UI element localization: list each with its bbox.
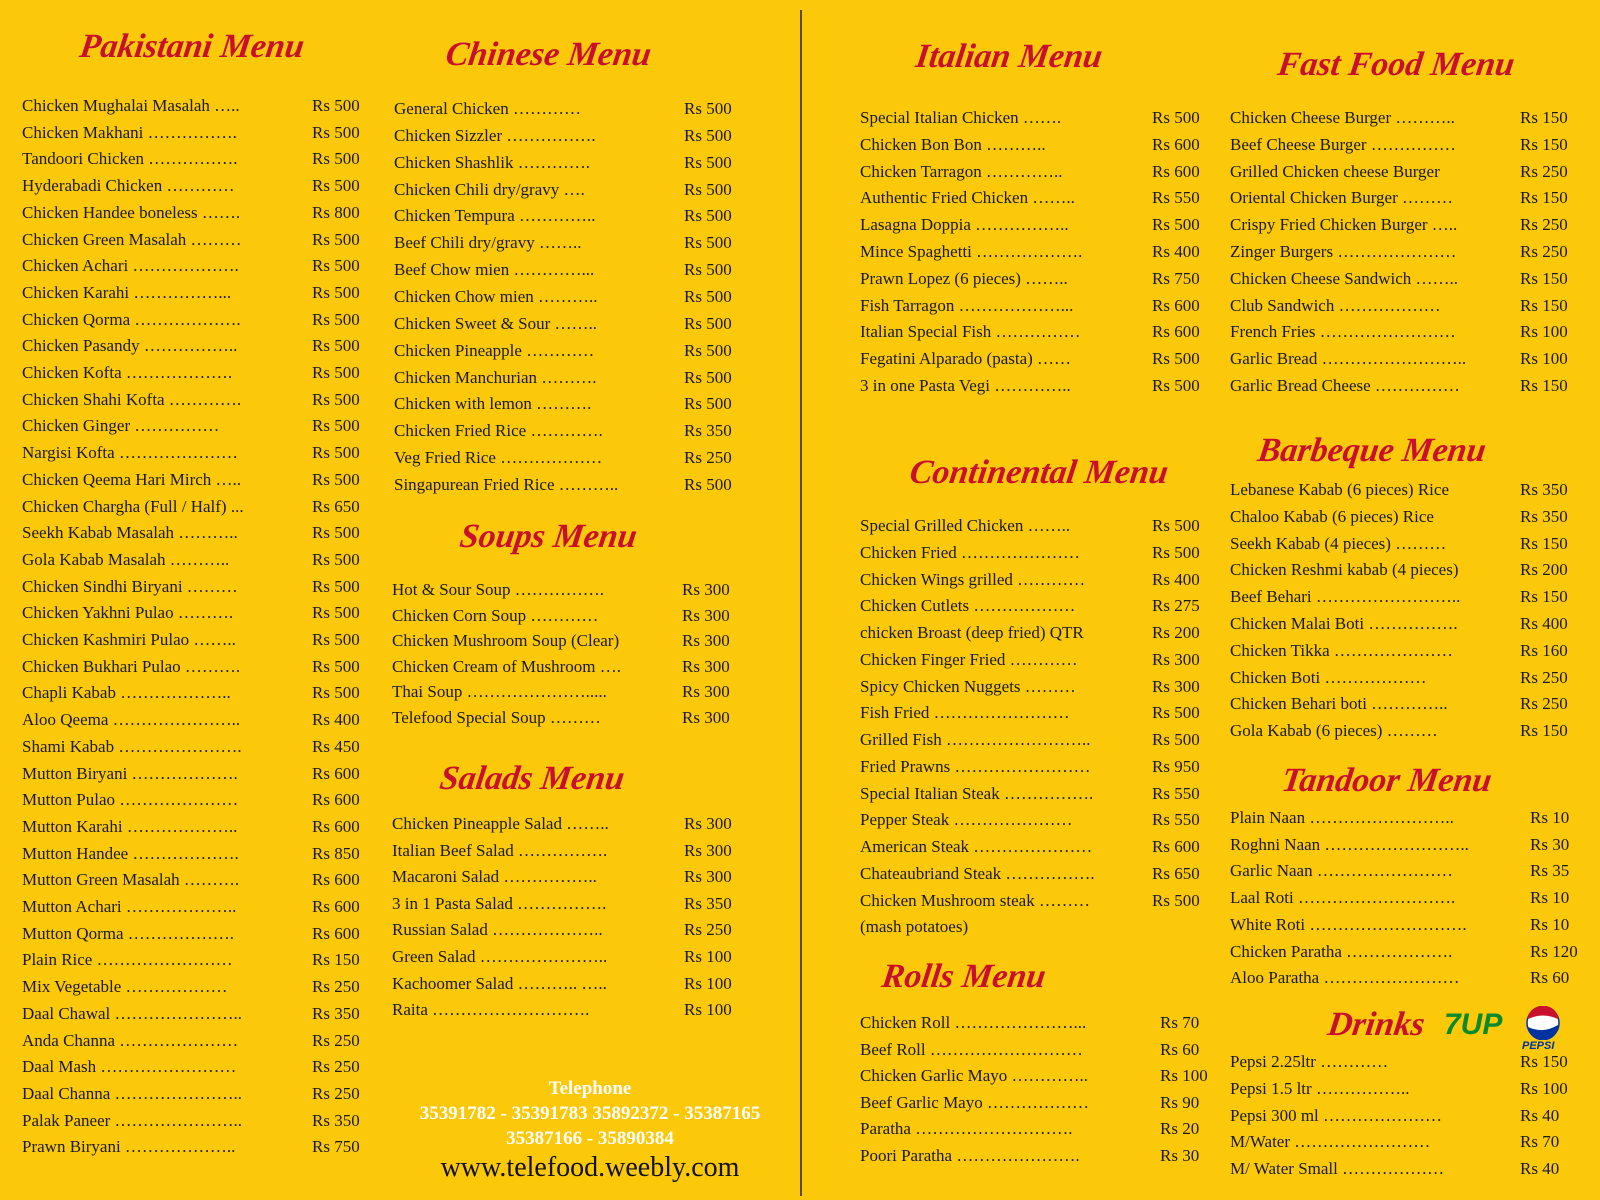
phone-line-1: 35391782 - 35391783 35892372 - 35387165 xyxy=(419,1103,761,1124)
menu-item-price: Rs 500 xyxy=(684,287,732,306)
menu-item-price: Rs 600 xyxy=(1152,322,1200,341)
menu-item-price: Rs 800 xyxy=(312,203,360,222)
menu-item-price: Rs 350 xyxy=(312,1111,360,1130)
menu-item-price: Rs 500 xyxy=(1152,891,1200,910)
menu-item-price: Rs 500 xyxy=(1152,376,1200,395)
pepsi-logo-text: PEPSI xyxy=(1522,1040,1555,1052)
menu-item-name: Roghni Naan …………………….. xyxy=(1230,835,1469,854)
menu-item-price: Rs 600 xyxy=(312,924,360,943)
menu-item-name: Chicken Behari boti ………….. xyxy=(1230,694,1448,713)
menu-item-name: Grilled Chicken cheese Burger xyxy=(1230,162,1440,181)
menu-item-price: Rs 500 xyxy=(684,206,732,225)
menu-item-price: Rs 500 xyxy=(312,443,360,462)
menu-item-price: Rs 250 xyxy=(1520,694,1568,713)
menu-item-price: Rs 400 xyxy=(1152,242,1200,261)
menu-item-price: Rs 400 xyxy=(312,710,360,729)
menu-item-name: Beef Roll ……………………… xyxy=(860,1040,1083,1059)
menu-item-price: Rs 100 xyxy=(1520,1079,1568,1098)
menu-item-price: Rs 500 xyxy=(312,577,360,596)
menu-item-price: Rs 350 xyxy=(684,421,732,440)
menu-item-name: American Steak ………………… xyxy=(860,837,1093,856)
menu-item-name: Prawn Biryani ……………….. xyxy=(22,1137,236,1156)
menu-item-name: Chicken Qorma ………………. xyxy=(22,310,241,329)
menu-item-price: Rs 250 xyxy=(684,920,732,939)
section-title: Drinks xyxy=(1325,1006,1428,1043)
menu-item-price: Rs 250 xyxy=(312,1084,360,1103)
section-title: Continental Menu xyxy=(907,454,1171,491)
menu-item-name: Garlic Bread …………………….. xyxy=(1230,349,1467,368)
menu-item-name: Chicken Garlic Mayo ………….. xyxy=(860,1066,1089,1085)
menu-item-name: Chicken Chow mien ……….. xyxy=(394,287,598,306)
menu-item-name: Green Salad ………………….. xyxy=(392,947,608,966)
menu-item-price: Rs 30 xyxy=(1530,835,1570,854)
menu-item-name: Chicken Shahi Kofta …………. xyxy=(22,390,242,409)
menu-item-name: Chicken Finger Fried ………… xyxy=(860,650,1078,669)
menu-item-price: Rs 500 xyxy=(684,153,732,172)
section-title: Salads Menu xyxy=(437,760,627,797)
menu-item-price: Rs 300 xyxy=(682,708,730,727)
menu-item-name: Garlic Bread Cheese …………… xyxy=(1230,376,1460,395)
menu-item-price: Rs 450 xyxy=(312,737,360,756)
menu-item-name: Chicken Wings grilled ………… xyxy=(860,570,1086,589)
menu-item-price: Rs 400 xyxy=(1152,570,1200,589)
menu-item-price: Rs 650 xyxy=(1152,864,1200,883)
menu-item-price: Rs 150 xyxy=(1520,188,1568,207)
menu-item-price: Rs 100 xyxy=(684,974,732,993)
menu-item-price: Rs 500 xyxy=(312,283,360,302)
menu-item-name: Laal Roti ………………………. xyxy=(1230,888,1456,907)
menu-item-name: Special Grilled Chicken …….. xyxy=(860,516,1071,535)
menu-item-name: Seekh Kabab (4 pieces) ……… xyxy=(1230,534,1447,553)
menu-item-name: 3 in one Pasta Vegi ………….. xyxy=(860,376,1071,395)
menu-item-price: Rs 70 xyxy=(1160,1013,1200,1032)
section-title: Barbeque Menu xyxy=(1255,432,1489,469)
menu-item-name: Chicken Fried ………………… xyxy=(860,543,1081,562)
menu-item-price: Rs 500 xyxy=(312,550,360,569)
menu-item-name: Chicken Mushroom Soup (Clear) xyxy=(392,631,620,650)
menu-item-name: Russian Salad ……………….. xyxy=(392,920,603,939)
menu-item-price: Rs 600 xyxy=(312,790,360,809)
menu-item-name: Beef Chow mien …………... xyxy=(394,260,595,279)
menu-item-price: Rs 10 xyxy=(1530,808,1570,827)
menu-item-price: Rs 500 xyxy=(1152,215,1200,234)
menu-item-name: Chicken Kashmiri Pulao …….. xyxy=(22,630,236,649)
menu-item-name: Beef Garlic Mayo ……………… xyxy=(860,1093,1089,1112)
menu-item-price: Rs 30 xyxy=(1160,1146,1200,1165)
menu-item-name: Chicken Cheese Burger ……….. xyxy=(1230,108,1455,127)
menu-item-name: Fish Fried …………………… xyxy=(860,703,1070,722)
menu-item-name: French Fries …………………… xyxy=(1230,322,1456,341)
menu-item-price: Rs 500 xyxy=(684,180,732,199)
menu-item-price: Rs 850 xyxy=(312,844,360,863)
menu-item-price: Rs 150 xyxy=(1520,721,1568,740)
menu-item-name: Chaloo Kabab (6 pieces) Rice xyxy=(1230,507,1434,526)
menu-item-name: Zinger Burgers ………………… xyxy=(1230,242,1457,261)
menu-item-price: Rs 600 xyxy=(1152,296,1200,315)
menu-item-price: Rs 550 xyxy=(1152,784,1200,803)
menu-item-name: Chicken Yakhni Pulao ………. xyxy=(22,603,234,622)
menu-item-name: Pepsi 1.5 ltr …………….. xyxy=(1230,1079,1410,1098)
menu-item-price: Rs 100 xyxy=(1160,1066,1208,1085)
pepsi-logo xyxy=(1524,1006,1564,1054)
menu-item-price: Rs 650 xyxy=(312,497,360,516)
menu-item-price: Rs 500 xyxy=(312,96,360,115)
menu-item-price: Rs 275 xyxy=(1152,596,1200,615)
menu-item-price: Rs 500 xyxy=(684,368,732,387)
menu-item-name: Lasagna Doppia …………….. xyxy=(860,215,1069,234)
menu-item-price: Rs 150 xyxy=(1520,269,1568,288)
menu-item-price: Rs 500 xyxy=(1152,108,1200,127)
menu-item-price: Rs 500 xyxy=(1152,730,1200,749)
menu-item-price: Rs 600 xyxy=(312,817,360,836)
menu-item-price: Rs 200 xyxy=(1520,560,1568,579)
menu-item-price: Rs 90 xyxy=(1160,1093,1200,1112)
menu-item-price: Rs 150 xyxy=(1520,534,1568,553)
menu-item-name: Chicken Chili dry/gravy …. xyxy=(394,180,585,199)
menu-item-price: Rs 300 xyxy=(682,606,730,625)
menu-item-name: Chicken Mushroom steak ……… xyxy=(860,891,1090,910)
menu-item-name: Chicken Cream of Mushroom …. xyxy=(392,657,621,676)
menu-item-name: chicken Broast (deep fried) QTR xyxy=(860,623,1084,642)
menu-item-price: Rs 400 xyxy=(1520,614,1568,633)
menu-item-price: Rs 300 xyxy=(684,841,732,860)
menu-item-price: Rs 350 xyxy=(1520,507,1568,526)
menu-item-name: Macaroni Salad …………….. xyxy=(392,867,597,886)
menu-item-name: Chicken Mughalai Masalah ….. xyxy=(22,96,240,115)
menu-item-price: Rs 150 xyxy=(1520,296,1568,315)
menu-item-name: Hyderabadi Chicken ………… xyxy=(22,176,235,195)
menu-item-name: Poori Paratha …………………. xyxy=(860,1146,1080,1165)
menu-item-price: Rs 950 xyxy=(1152,757,1200,776)
menu-item-price: Rs 500 xyxy=(684,233,732,252)
menu-item-name: Pepsi 2.25ltr ………… xyxy=(1230,1052,1389,1071)
menu-item-name: Chicken Shashlik …………. xyxy=(394,153,590,172)
menu-item-price: Rs 600 xyxy=(312,870,360,889)
section-title: Rolls Menu xyxy=(879,958,1049,995)
menu-item-name: Beef Cheese Burger …………… xyxy=(1230,135,1456,154)
menu-item-name: Telefood Special Soup ……… xyxy=(392,708,601,727)
menu-item-price: Rs 150 xyxy=(1520,376,1568,395)
menu-item-price: Rs 500 xyxy=(312,310,360,329)
menu-item-price: Rs 500 xyxy=(1152,703,1200,722)
menu-item-name: Aloo Qeema ………………….. xyxy=(22,710,241,729)
section-title: Soups Menu xyxy=(457,518,640,555)
menu-item-price: Rs 500 xyxy=(684,341,732,360)
menu-item-name: Mutton Karahi ……………….. xyxy=(22,817,238,836)
menu-item-name: Pepsi 300 ml ………………… xyxy=(1230,1106,1443,1125)
menu-item-price: Rs 10 xyxy=(1530,888,1570,907)
menu-item-price: Rs 500 xyxy=(684,394,732,413)
section-title: Tandoor Menu xyxy=(1279,762,1495,799)
menu-item-name: Prawn Lopez (6 pieces) …….. xyxy=(860,269,1068,288)
menu-item-price: Rs 600 xyxy=(1152,837,1200,856)
menu-item-name: Chicken Handee boneless ……. xyxy=(22,203,241,222)
menu-item-price: Rs 500 xyxy=(312,363,360,382)
menu-item-name: Chicken Corn Soup ………… xyxy=(392,606,599,625)
menu-item-name: M/Water …………………… xyxy=(1230,1132,1431,1151)
menu-item-price: Rs 100 xyxy=(1520,349,1568,368)
menu-item-name: Mutton Green Masalah ………. xyxy=(22,870,240,889)
menu-item-price: Rs 60 xyxy=(1160,1040,1200,1059)
menu-item-name: Gola Kabab (6 pieces) ……… xyxy=(1230,721,1438,740)
menu-item-price: Rs 500 xyxy=(312,336,360,355)
menu-item-name: Italian Beef Salad ……………. xyxy=(392,841,608,860)
menu-item-name: Mutton Achari ……………….. xyxy=(22,897,237,916)
menu-item-name: Special Italian Chicken ……. xyxy=(860,108,1062,127)
menu-item-price: Rs 250 xyxy=(1520,162,1568,181)
menu-item-price: Rs 250 xyxy=(684,448,732,467)
menu-item-price: Rs 120 xyxy=(1530,942,1578,961)
menu-item-name: 3 in 1 Pasta Salad ……………. xyxy=(392,894,607,913)
menu-item-name: Special Italian Steak ……………. xyxy=(860,784,1094,803)
menu-item-name: Chicken Karahi ……………... xyxy=(22,283,232,302)
pepsi-globe-icon xyxy=(1526,1006,1560,1040)
menu-item-name: Chicken Reshmi kabab (4 pieces) xyxy=(1230,560,1459,579)
menu-item-price: Rs 500 xyxy=(312,603,360,622)
menu-item-name: Chicken Makhani ……………. xyxy=(22,123,237,142)
menu-item-price: Rs 250 xyxy=(1520,242,1568,261)
menu-item-price: Rs 500 xyxy=(1152,516,1200,535)
menu-item-name: Kachoomer Salad ……….. ….. xyxy=(392,974,607,993)
menu-item-name: Palak Paneer ………………….. xyxy=(22,1111,243,1130)
menu-item-name: Authentic Fried Chicken …….. xyxy=(860,188,1075,207)
menu-item-price: Rs 500 xyxy=(1152,349,1200,368)
menu-item-name: Mix Vegetable ……………… xyxy=(22,977,228,996)
menu-item-price: Rs 250 xyxy=(312,1057,360,1076)
footer-telephone xyxy=(390,1076,790,1151)
menu-item-price: Rs 300 xyxy=(682,657,730,676)
menu-item-price: Rs 300 xyxy=(684,814,732,833)
menu-item-price: Rs 250 xyxy=(312,1031,360,1050)
menu-item-name: Pepper Steak ………………… xyxy=(860,810,1073,829)
menu-item-price: Rs 10 xyxy=(1530,915,1570,934)
menu-item-name: Chicken Sindhi Biryani ……… xyxy=(22,577,238,596)
menu-item-price: Rs 500 xyxy=(312,149,360,168)
menu-item-name: Chicken Chargha (Full / Half) ... xyxy=(22,497,244,516)
menu-item-price: Rs 70 xyxy=(1520,1132,1560,1151)
menu-item-price: Rs 500 xyxy=(312,416,360,435)
menu-item-price: Rs 35 xyxy=(1530,861,1570,880)
menu-item-name: Chicken Paratha ………………. xyxy=(1230,942,1453,961)
menu-item-name: Chicken Pineapple ………… xyxy=(394,341,595,360)
section-title: Italian Menu xyxy=(913,38,1105,75)
menu-item-name: Chicken Boti ……………… xyxy=(1230,668,1427,687)
section-title: Chinese Menu xyxy=(443,36,654,73)
menu-item-name: Chicken Tempura ………….. xyxy=(394,206,596,225)
menu-item-price: Rs 100 xyxy=(684,1000,732,1019)
menu-item-price: Rs 500 xyxy=(312,630,360,649)
menu-item-price: Rs 750 xyxy=(1152,269,1200,288)
menu-item-price: Rs 500 xyxy=(312,657,360,676)
menu-item-price: Rs 250 xyxy=(1520,668,1568,687)
menu-item-price: Rs 300 xyxy=(684,867,732,886)
menu-item-price: Rs 500 xyxy=(684,314,732,333)
menu-item-price: Rs 550 xyxy=(1152,810,1200,829)
menu-item-price: Rs 150 xyxy=(1520,135,1568,154)
menu-item-price: Rs 500 xyxy=(684,126,732,145)
menu-item-price: Rs 600 xyxy=(312,764,360,783)
menu-item-name: Mutton Handee ………………. xyxy=(22,844,239,863)
menu-item-name: Club Sandwich ……………… xyxy=(1230,296,1441,315)
seven-up-logo-text: 7UP xyxy=(1444,1008,1503,1041)
menu-item-price: Rs 150 xyxy=(1520,1052,1568,1071)
menu-item-price: Rs 300 xyxy=(682,631,730,650)
seven-up-logo xyxy=(1444,1008,1503,1048)
menu-item-name: Chicken Sweet & Sour …….. xyxy=(394,314,598,333)
menu-item-price: Rs 500 xyxy=(684,475,732,494)
menu-item-price: Rs 60 xyxy=(1530,968,1570,987)
menu-item-name: Daal Channa ………………….. xyxy=(22,1084,243,1103)
menu-item-name: Gola Kabab Masalah ……….. xyxy=(22,550,230,569)
menu-item-name: Crispy Fried Chicken Burger ….. xyxy=(1230,215,1458,234)
menu-item-name: Chicken Manchurian ………. xyxy=(394,368,597,387)
menu-item-name: Chicken Bon Bon ……….. xyxy=(860,135,1046,154)
menu-item-name: Chicken Bukhari Pulao ………. xyxy=(22,657,241,676)
menu-item-name: Chicken Achari ………………. xyxy=(22,256,239,275)
menu-item-price: Rs 300 xyxy=(682,580,730,599)
website-link[interactable]: www.telefood.weebly.com xyxy=(440,1152,740,1183)
menu-item-price: Rs 500 xyxy=(312,683,360,702)
menu-item-price: Rs 600 xyxy=(1152,162,1200,181)
menu-item-name: Garlic Naan …………………… xyxy=(1230,861,1453,880)
menu-item-price: Rs 150 xyxy=(1520,108,1568,127)
menu-item-name: Chicken Green Masalah ……… xyxy=(22,230,242,249)
menu-item-name: Spicy Chicken Nuggets ……… xyxy=(860,677,1076,696)
menu-item-price: Rs 150 xyxy=(1520,587,1568,606)
menu-item-name: M/ Water Small ……………… xyxy=(1230,1159,1445,1178)
menu-item-name: Raita ………………………. xyxy=(392,1000,590,1019)
menu-item-name: Plain Naan …………………….. xyxy=(1230,808,1454,827)
menu-item-name: Tandoori Chicken ……………. xyxy=(22,149,238,168)
menu-item-price: Rs 500 xyxy=(312,230,360,249)
menu-item-name: Chicken Tarragon ………….. xyxy=(860,162,1063,181)
menu-item-name: Aloo Paratha …………………… xyxy=(1230,968,1460,987)
menu-item-price: Rs 300 xyxy=(682,682,730,701)
menu-item-price: Rs 40 xyxy=(1520,1106,1560,1125)
menu-item-name: Beef Chili dry/gravy …….. xyxy=(394,233,582,252)
menu-item-price: Rs 350 xyxy=(312,1004,360,1023)
menu-item-name: Chicken Qeema Hari Mirch ….. xyxy=(22,470,242,489)
menu-item-price: Rs 250 xyxy=(312,977,360,996)
menu-item-name: General Chicken ………… xyxy=(394,99,581,118)
menu-item-name: Plain Rice …………………… xyxy=(22,950,233,969)
menu-item-name: Chapli Kabab ……………….. xyxy=(22,683,231,702)
menu-item-name: Anda Channa ………………… xyxy=(22,1031,239,1050)
menu-item-price: Rs 20 xyxy=(1160,1119,1200,1138)
menu-item-name: Chicken Cheese Sandwich …….. xyxy=(1230,269,1459,288)
menu-item-name: Fried Prawns …………………… xyxy=(860,757,1091,776)
menu-item-price: Rs 500 xyxy=(312,523,360,542)
section-title: Fast Food Menu xyxy=(1275,46,1517,83)
menu-item-price: Rs 350 xyxy=(1520,480,1568,499)
menu-item-name: Chicken Pineapple Salad …….. xyxy=(392,814,609,833)
menu-item-name: Grilled Fish …………………….. xyxy=(860,730,1091,749)
menu-item-name: Daal Mash …………………… xyxy=(22,1057,237,1076)
menu-item-name: Fegatini Alparado (pasta) …… xyxy=(860,349,1072,368)
menu-item-name: Hot & Sour Soup ……………. xyxy=(392,580,605,599)
menu-item-name: Beef Behari …………………….. xyxy=(1230,587,1461,606)
menu-item-name: Singapurean Fried Rice ……….. xyxy=(394,475,619,494)
menu-item-price: Rs 600 xyxy=(312,897,360,916)
menu-item-name: Seekh Kabab Masalah ……….. xyxy=(22,523,238,542)
menu-item-price: Rs 300 xyxy=(1152,677,1200,696)
menu-item-name: Italian Special Fish …………… xyxy=(860,322,1081,341)
phone-line-2: 35387166 - 35890384 xyxy=(506,1128,674,1149)
menu-item-name: Chicken with lemon ………. xyxy=(394,394,592,413)
menu-item-name: Nargisi Kofta ………………… xyxy=(22,443,238,462)
menu-item-name: White Roti ………………………. xyxy=(1230,915,1467,934)
menu-item-price: Rs 500 xyxy=(312,176,360,195)
menu-item-name: (mash potatoes) xyxy=(860,917,969,936)
menu-item-name: Chicken Pasandy …………….. xyxy=(22,336,238,355)
menu-item-name: Chicken Tikka ………………… xyxy=(1230,641,1453,660)
menu-item-price: Rs 600 xyxy=(1152,135,1200,154)
menu-item-price: Rs 350 xyxy=(684,894,732,913)
menu-item-price: Rs 550 xyxy=(1152,188,1200,207)
menu-item-price: Rs 500 xyxy=(312,123,360,142)
menu-item-price: Rs 100 xyxy=(1520,322,1568,341)
menu-item-price: Rs 40 xyxy=(1520,1159,1560,1178)
menu-item-name: Fish Tarragon ………………... xyxy=(860,296,1074,315)
menu-item-name: Mutton Pulao ………………… xyxy=(22,790,239,809)
center-divider xyxy=(800,10,802,1196)
menu-item-name: Mince Spaghetti ………………. xyxy=(860,242,1083,261)
menu-item-price: Rs 160 xyxy=(1520,641,1568,660)
menu-item-price: Rs 750 xyxy=(312,1137,360,1156)
menu-item-name: Daal Chawal ………………….. xyxy=(22,1004,243,1023)
menu-item-price: Rs 100 xyxy=(684,947,732,966)
menu-item-name: Lebanese Kabab (6 pieces) Rice xyxy=(1230,480,1449,499)
menu-item-price: Rs 500 xyxy=(312,470,360,489)
menu-item-name: Chateaubriand Steak ……………. xyxy=(860,864,1095,883)
menu-item-price: Rs 500 xyxy=(1152,543,1200,562)
menu-item-price: Rs 300 xyxy=(1152,650,1200,669)
menu-item-name: Mutton Biryani ………………. xyxy=(22,764,238,783)
menu-item-name: Shami Kabab …………………. xyxy=(22,737,242,756)
menu-item-name: Veg Fried Rice ……………… xyxy=(394,448,603,467)
menu-item-price: Rs 250 xyxy=(1520,215,1568,234)
menu-item-price: Rs 500 xyxy=(684,260,732,279)
telephone-label: Telephone xyxy=(548,1078,632,1099)
menu-item-price: Rs 500 xyxy=(684,99,732,118)
menu-item-name: Oriental Chicken Burger ……… xyxy=(1230,188,1454,207)
menu-item-name: Chicken Sizzler ……………. xyxy=(394,126,596,145)
menu-item-name: Thai Soup …………………..... xyxy=(392,682,607,701)
menu-item-name: Chicken Ginger …………… xyxy=(22,416,220,435)
menu-item-name: Chicken Fried Rice …………. xyxy=(394,421,603,440)
menu-item-price: Rs 500 xyxy=(312,390,360,409)
menu-item-price: Rs 200 xyxy=(1152,623,1200,642)
menu-item-name: Chicken Cutlets ……………… xyxy=(860,596,1076,615)
menu-item-price: Rs 150 xyxy=(312,950,360,969)
menu-item-name: Chicken Roll …………………... xyxy=(860,1013,1087,1032)
menu-item-name: Chicken Kofta ………………. xyxy=(22,363,233,382)
section-title: Pakistani Menu xyxy=(77,28,307,65)
menu-item-name: Mutton Qorma ………………. xyxy=(22,924,235,943)
menu-item-name: Paratha ………………………. xyxy=(860,1119,1073,1138)
menu-item-name: Chicken Malai Boti ……………. xyxy=(1230,614,1458,633)
menu-item-price: Rs 500 xyxy=(312,256,360,275)
